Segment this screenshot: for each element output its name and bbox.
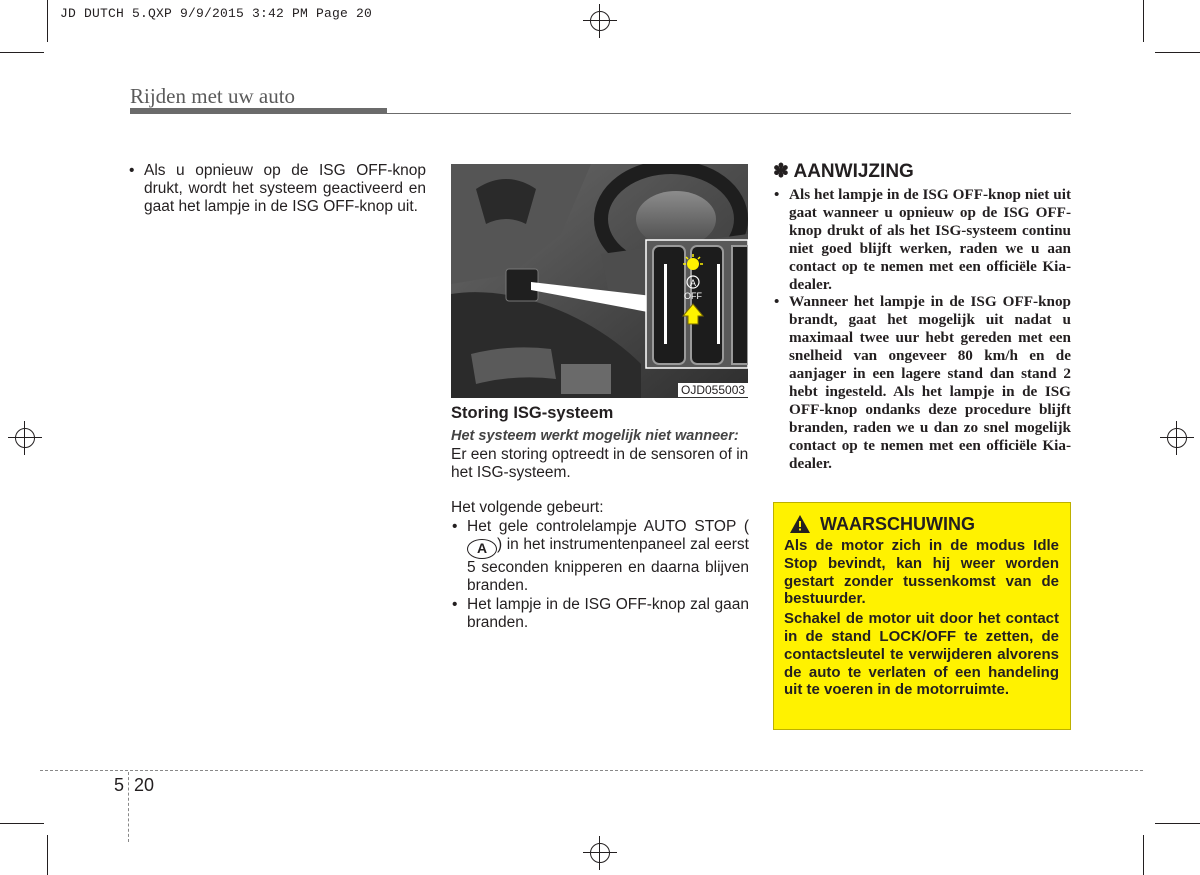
- storing-subheading: Het systeem werkt mogelijk niet wanneer:: [451, 428, 739, 444]
- storing-intro: Het volgende gebeurt:: [451, 499, 604, 516]
- warning-box: [773, 502, 1071, 730]
- print-slug: JD DUTCH 5.QXP 9/9/2015 3:42 PM Page 20: [60, 6, 373, 21]
- page-number-divider: [128, 772, 129, 842]
- crop-mark-br-v: [1143, 835, 1144, 875]
- bullet-dot: •: [452, 518, 458, 535]
- list-item: [451, 596, 749, 632]
- list-item: [128, 162, 426, 216]
- warning-paragraph-2: Schakel de motor uit door het contact in de stand LOCK/OFF te zetten, de contactsleutel te verwijderen alvorens de auto te verlaten of een handeling uit te voeren in de motorruimte.: [784, 610, 1059, 699]
- footer-rule: [40, 770, 1143, 771]
- crop-mark-tl-v: [47, 0, 48, 42]
- photo-code: OJD055003: [678, 383, 748, 397]
- warning-text: [784, 537, 1059, 699]
- chapter-number: 5: [114, 775, 125, 795]
- warning-heading: [784, 513, 1059, 535]
- warning-title: WAARSCHUWING: [820, 514, 975, 534]
- column-left: [128, 162, 426, 216]
- list-item: [451, 518, 749, 595]
- note-bullet-text: Als het lampje in de ISG OFF-knop niet uit gaat wanneer u opnieuw op de ISG OFF-knop drukt of als het ISG-systeem continu niet goed blijft werken, raden we u aan contact op te nemen met een officiële Kia-dealer.: [789, 186, 1071, 293]
- section-title: Rijden met uw auto: [130, 84, 296, 108]
- storing-text: Er een storing optreedt in de sensoren of in het ISG-systeem.: [451, 446, 749, 481]
- page-number-value: 20: [134, 775, 155, 795]
- storing-heading: Storing ISG-systeem: [451, 404, 614, 422]
- button-auto-symbol: A: [689, 278, 697, 288]
- crop-mark-tr-h: [1155, 52, 1200, 53]
- list-item: [761, 293, 1071, 472]
- bullet-text-post: ) in het instrumentenpaneel zal eerst 5 seconden knipperen en daarna blijven branden.: [467, 536, 749, 594]
- registration-mark-right: [1160, 421, 1194, 455]
- auto-stop-icon: A: [467, 539, 497, 559]
- note-bullet-text: Wanneer het lampje in de ISG OFF-knop brandt, gaat het mogelijk uit nadat u maximaal twee uur hebt gereden met een snelheid van ongeveer 80 km/h en de aanjager in een lagere stand dan stand 2 hebt ingesteld. Als het lampje in de ISG OFF-knop ondanks deze procedure blijft branden, raden we u dan zo snel mogelijk contact op te nemen met een officiële Kia-dealer.: [789, 293, 1071, 472]
- crop-mark-bl-h: [0, 823, 44, 824]
- bullet-text-pre: Het gele controlelampje AUTO STOP (: [467, 518, 749, 535]
- header-rule-thin: [387, 113, 1071, 114]
- note-heading: ✽ AANWIJZING: [773, 161, 914, 182]
- header-rule-thick: [130, 108, 387, 114]
- crop-mark-tl-h: [0, 52, 44, 53]
- crop-mark-br-h: [1155, 823, 1200, 824]
- column-right: [761, 160, 1071, 473]
- dashboard-photo: [451, 164, 748, 398]
- bullet-dot: •: [129, 162, 135, 179]
- bullet-dot: •: [452, 596, 458, 613]
- button-off-label: OFF: [684, 291, 702, 301]
- note-list: [761, 186, 1071, 473]
- column-middle: [451, 402, 749, 632]
- crop-mark-bl-v: [47, 835, 48, 875]
- registration-mark-top: [583, 4, 617, 38]
- registration-mark-left: [8, 421, 42, 455]
- warning-paragraph-1: Als de motor zich in de modus Idle Stop bevindt, kan hij weer worden gestart zonder tussenkomst van de bestuurder.: [784, 537, 1059, 608]
- dashboard-illustration: [451, 164, 748, 398]
- bullet-text: Als u opnieuw op de ISG OFF-knop drukt, wordt het systeem geactiveerd en gaat het lampje in de ISG OFF-knop uit.: [144, 162, 426, 215]
- bullet-dot: •: [774, 293, 780, 311]
- list-item: [761, 186, 1071, 293]
- bullet-dot: •: [774, 186, 780, 203]
- warning-triangle-icon: [790, 515, 810, 533]
- page-number: [114, 775, 155, 796]
- registration-mark-bottom: [583, 836, 617, 870]
- bullet-text: Het lampje in de ISG OFF-knop zal gaan branden.: [467, 596, 749, 631]
- crop-mark-tr-v: [1143, 0, 1144, 42]
